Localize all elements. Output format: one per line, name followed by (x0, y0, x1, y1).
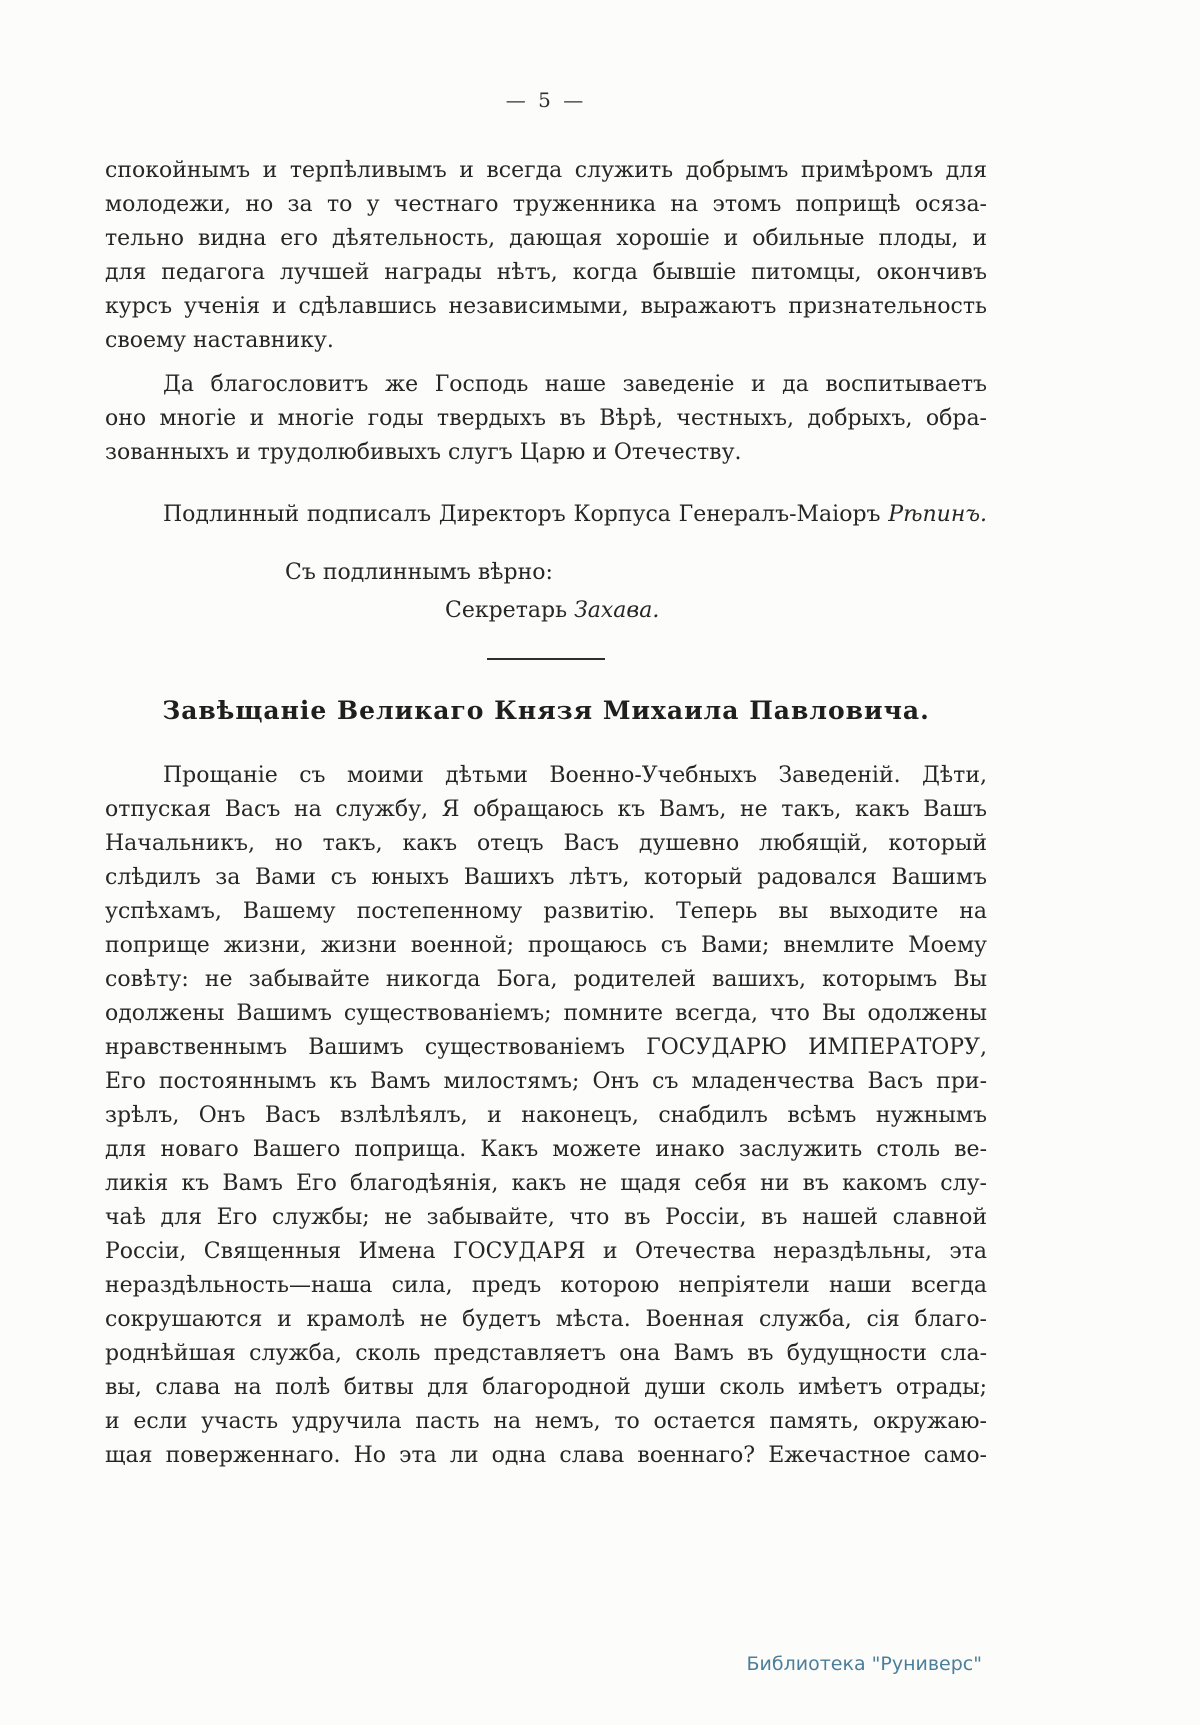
text-line: зованныхъ и трудолюбивыхъ слугъ Царю и Отечеству. (105, 440, 742, 465)
text-line: сокрушаются и крамолѣ не будетъ мѣста. Военная служба, сія благо- (105, 1307, 987, 1332)
text-line: оно многіе и многіе годы твердыхъ въ Вѣрѣ, честныхъ, добрыхъ, обра- (105, 406, 987, 431)
secretary-line (445, 594, 987, 628)
secretary-label: Секретарь (445, 598, 568, 623)
text-line: щая поверженнаго. Но эта ли одна слава военнаго? Ежечастное само- (105, 1443, 987, 1468)
text-line: одолжены Вашимъ существованіемъ; помните всегда, что Вы одолжены (105, 1001, 987, 1026)
signature-text: Подлинный подписалъ Директоръ Корпуса Генералъ-Маіоръ (163, 502, 881, 527)
text-line: Начальникъ, но такъ, какъ отецъ Васъ душевно любящій, который (105, 831, 987, 856)
paragraph-testament (105, 759, 987, 1473)
text-line: Да благословитъ же Господь наше заведеніе и да воспитываетъ (163, 372, 987, 397)
text-line: тельно видна его дѣятельность, дающая хорошіе и обильные плоды, и (105, 226, 987, 251)
secretary-name: Захава. (574, 598, 660, 623)
text-line: совѣту: не забывайте никогда Бога, родителей вашихъ, которымъ Вы (105, 967, 987, 992)
signature-line (105, 498, 987, 532)
text-line: и если участь удручила пасть на немъ, то остается память, окружаю- (105, 1409, 987, 1434)
text-line: вы, слава на полѣ битвы для благородной души сколь имѣетъ отрады; (105, 1375, 987, 1400)
text-line: Его постояннымъ къ Вамъ милостямъ; Онъ съ младенчества Васъ при- (105, 1069, 987, 1094)
section-heading: Завѣщаніе Великаго Князя Михаила Павловича. (162, 696, 930, 725)
text-line: Россіи, Священныя Имена ГОСУДАРЯ и Отечества нераздѣльны, эта (105, 1239, 987, 1264)
verification-line: Съ подлиннымъ вѣрно: (285, 560, 553, 585)
text-line: зрѣлъ, Онъ Васъ взлѣлѣялъ, и наконецъ, снабдилъ всѣмъ нужнымъ (105, 1103, 987, 1128)
text-line: чаѣ для Его службы; не забывайте, что въ Россіи, въ нашей славной (105, 1205, 987, 1230)
text-line: для новаго Вашего поприща. Какъ можете инако заслужить столь ве- (105, 1137, 987, 1162)
text-line: для педагога лучшей награды нѣтъ, когда бывшіе питомцы, окончивъ (105, 260, 987, 285)
text-line: молодежи, но за то у честнаго труженника на этомъ поприщѣ осяза- (105, 192, 987, 217)
paragraph-continuation (105, 154, 987, 358)
text-line: нераздѣльность—наша сила, предъ которою непріятели наши всегда (105, 1273, 987, 1298)
page-number: — 5 — (505, 88, 587, 112)
signature-name: Рѣпинъ. (888, 502, 987, 527)
text-line: спокойнымъ и терпѣливымъ и всегда служить добрымъ примѣромъ для (105, 158, 987, 183)
text-line: курсъ ученія и сдѣлавшись независимыми, выражаютъ признательность (105, 294, 987, 319)
text-line: поприще жизни, жизни военной; прощаюсь съ Вами; внемлите Моему (105, 933, 987, 958)
text-line: роднѣйшая служба, сколь представляетъ она Вамъ въ будущности сла- (105, 1341, 987, 1366)
text-line: своему наставнику. (105, 328, 334, 353)
text-line: отпуская Васъ на службу, Я обращаюсь къ Вамъ, не такъ, какъ Вашъ (105, 797, 987, 822)
text-line: успѣхамъ, Вашему постепенному развитію. Теперь вы выходите на (105, 899, 987, 924)
library-watermark: Библиотека "Руниверс" (746, 1653, 982, 1675)
text-line: ликія къ Вамъ Его благодѣянія, какъ не щадя себя ни въ какомъ слу- (105, 1171, 987, 1196)
section-divider (487, 658, 605, 660)
text-line: слѣдилъ за Вами съ юныхъ Вашихъ лѣтъ, который радовался Вашимъ (105, 865, 987, 890)
text-line: Прощаніе съ моими дѣтьми Военно-Учебныхъ Заведеній. Дѣти, (163, 763, 987, 788)
text-block (105, 0, 987, 1473)
text-line: нравственнымъ Вашимъ существованіемъ ГОСУДАРЮ ИМПЕРАТОРУ, (105, 1035, 987, 1060)
paragraph-blessing (105, 368, 987, 470)
